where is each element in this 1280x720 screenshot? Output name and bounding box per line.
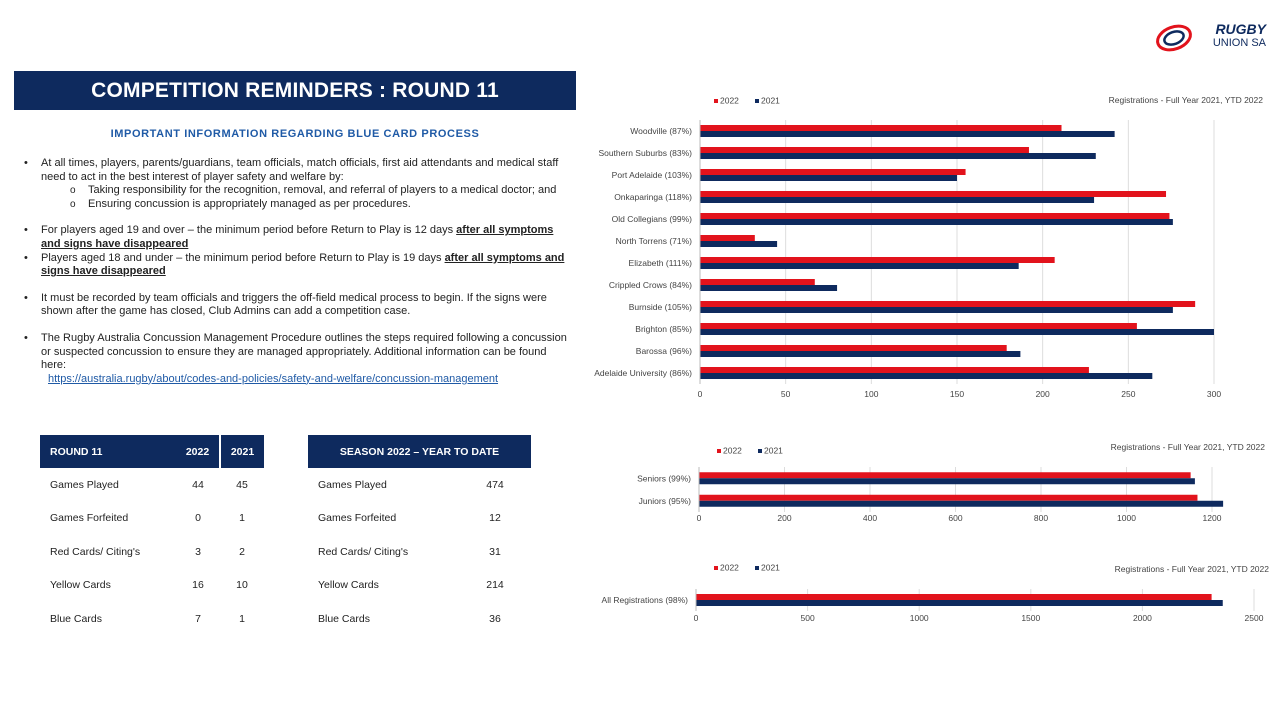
bar-2021	[700, 307, 1173, 313]
table-cell: Blue Cards	[50, 612, 102, 625]
x-tick-label: 2500	[1244, 613, 1264, 623]
info-bullet-3-bold: after all symptoms and signs have disappeared	[41, 251, 565, 278]
x-tick-label: 1200	[1202, 513, 1222, 523]
bar-2022	[700, 367, 1089, 373]
legend-swatch-2022	[717, 449, 721, 453]
table-cell: Games Played	[318, 478, 387, 491]
legend-swatch-2021	[755, 99, 759, 103]
bar-2021	[700, 153, 1096, 159]
legend-swatch-2021	[758, 449, 762, 453]
chart-title: Registrations - Full Year 2021, YTD 2022	[1110, 442, 1265, 452]
x-tick-label: 150	[949, 389, 965, 399]
info-bullet-5: • The Rugby Australia Concussion Management Procedure outlines the steps required following a concussion or suspected concussion to ensure they are managed appropriately. Additional information can be found here:	[24, 332, 569, 373]
chart-title: Registrations - Full Year 2021, YTD 2022	[1114, 564, 1269, 574]
table-cell: Blue Cards	[318, 612, 370, 625]
concussion-management-link[interactable]: https://australia.rugby/about/codes-and-policies/safety-and-welfare/concussion-management	[48, 372, 499, 385]
bar-2022	[700, 257, 1055, 263]
x-tick-label: 0	[696, 513, 702, 523]
bar-2021	[700, 373, 1152, 379]
bar-2022	[700, 213, 1169, 219]
info-bullet-2-bold: after all symptoms and signs have disappeared	[41, 224, 554, 250]
bar-2022	[699, 495, 1197, 501]
legend-swatch-2022	[714, 99, 718, 103]
table-cell: 1	[239, 512, 245, 525]
category-label: Woodville (87%)	[630, 126, 692, 136]
bar-2021	[699, 478, 1195, 484]
table-cell: Games Forfeited	[318, 512, 397, 525]
table-cell: 1	[239, 612, 245, 625]
legend-swatch-2022	[714, 566, 718, 570]
info-sub-1: o Taking responsibility for the recognition, removal, and referral of players to a medical doctor; and	[24, 184, 569, 198]
table-cell: 45	[236, 478, 248, 491]
legend-swatch-2021	[755, 566, 759, 570]
legend-label-2022: 2022	[720, 562, 739, 573]
table-cell: 2	[239, 545, 245, 558]
logo-line1: RUGBY	[1215, 21, 1266, 37]
category-label: Burnside (105%)	[628, 302, 692, 312]
bar-2021	[696, 600, 1223, 606]
bar-2022	[700, 125, 1062, 131]
category-label: Southern Suburbs (83%)	[598, 148, 692, 158]
category-label: Elizabeth (111%)	[628, 258, 692, 268]
bar-2021	[700, 131, 1115, 137]
x-tick-label: 50	[780, 389, 791, 399]
bar-2022	[700, 323, 1137, 329]
category-label: Port Adelaide (103%)	[611, 170, 692, 180]
info-bullet-3-text: Players aged 18 and under – the minimum period before Return to Play is 19 days	[41, 251, 445, 264]
legend-label-2021: 2021	[761, 95, 780, 106]
round-table-header-label: ROUND 11	[40, 435, 176, 468]
category-label: Brighton (85%)	[635, 324, 692, 334]
page-title: COMPETITION REMINDERS : ROUND 11	[14, 71, 576, 110]
legend-label-2022: 2022	[723, 445, 742, 456]
bar-2022	[700, 169, 966, 175]
table-cell: 31	[489, 545, 501, 558]
x-tick-label: 300	[1206, 389, 1222, 399]
bar-2022	[700, 279, 815, 285]
bar-2021	[699, 501, 1223, 507]
x-tick-label: 500	[800, 613, 815, 623]
bar-2022	[696, 594, 1212, 600]
bar-2022	[700, 147, 1029, 153]
legend-label-2021: 2021	[764, 445, 783, 456]
table-cell: 7	[195, 612, 201, 625]
category-label: Old Collegians (99%)	[611, 214, 692, 224]
x-tick-label: 200	[1035, 389, 1050, 399]
x-tick-label: 400	[862, 513, 878, 523]
info-bullet-1: • At all times, players, parents/guardians, team officials, match officials, first aid attendants and medical staff need to act in the best interest of player safety and welfare by:	[24, 157, 569, 184]
x-tick-label: 1500	[1021, 613, 1041, 623]
table-cell: 3	[195, 545, 201, 558]
x-tick-label: 100	[864, 389, 879, 399]
x-tick-label: 250	[1121, 389, 1136, 399]
category-label: North Torrens (71%)	[615, 236, 692, 246]
bar-2021	[700, 197, 1094, 203]
x-tick-label: 800	[1033, 513, 1049, 523]
round-table-header-2022: 2022	[176, 435, 220, 468]
category-label: All Registrations (98%)	[601, 595, 688, 605]
bar-2021	[700, 219, 1173, 225]
category-label: Seniors (99%)	[637, 473, 691, 484]
legend-label-2022: 2022	[720, 95, 739, 106]
table-cell: 10	[236, 579, 248, 592]
bar-2022	[699, 472, 1191, 478]
table-cell: 36	[489, 612, 501, 625]
table-cell: 214	[486, 579, 504, 592]
category-label: Crippled Crows (84%)	[608, 280, 692, 290]
x-tick-label: 1000	[1117, 513, 1136, 523]
x-tick-label: 200	[777, 513, 792, 523]
logo-line2: UNION SA	[1212, 37, 1266, 49]
category-label: Juniors (95%)	[638, 495, 691, 506]
table-cell: 16	[192, 579, 204, 592]
round-table-header-2021: 2021	[220, 435, 264, 468]
table-cell: Games Forfeited	[50, 512, 129, 525]
bar-2022	[700, 235, 755, 241]
season-table-header-label: SEASON 2022 – YEAR TO DATE	[308, 435, 531, 468]
bar-2021	[700, 285, 837, 291]
x-tick-label: 2000	[1132, 613, 1152, 623]
bar-2021	[700, 241, 777, 247]
category-label: Adelaide University (86%)	[594, 368, 692, 378]
table-cell: Yellow Cards	[50, 579, 111, 592]
table-cell: 12	[489, 512, 501, 525]
x-tick-label: 0	[697, 389, 703, 399]
table-cell: 0	[195, 512, 201, 525]
category-label: Onkaparinga (118%)	[614, 192, 692, 202]
info-bullet-2-text: For players aged 19 and over – the minimum period before Return to Play is 12 days	[41, 224, 457, 237]
bar-2022	[700, 301, 1195, 307]
category-label: Barossa (96%)	[635, 346, 692, 356]
bar-2022	[700, 191, 1166, 197]
chart-title: Registrations - Full Year 2021, YTD 2022	[1108, 95, 1263, 105]
bar-2021	[700, 175, 957, 181]
bar-2021	[700, 329, 1214, 335]
legend-label-2021: 2021	[761, 562, 780, 573]
table-cell: 44	[192, 478, 204, 491]
bar-2021	[700, 351, 1020, 357]
x-tick-label: 0	[693, 613, 699, 623]
x-tick-label: 600	[948, 513, 963, 523]
table-cell: Red Cards/ Citing's	[318, 545, 409, 558]
table-cell: Yellow Cards	[318, 579, 379, 592]
x-tick-label: 1000	[909, 613, 929, 623]
info-bullet-4: • It must be recorded by team officials and triggers the off-field medical process to begin. If the signs were shown after the game has closed, Club Admins can add a competition case.	[24, 292, 569, 319]
info-sub-2: o Ensuring concussion is appropriately managed as per procedures.	[24, 198, 569, 212]
table-cell: Red Cards/ Citing's	[50, 545, 141, 558]
table-cell: 474	[486, 478, 504, 491]
bar-2021	[700, 263, 1019, 269]
table-cell: Games Played	[50, 478, 119, 491]
bar-2022	[700, 345, 1007, 351]
info-heading: IMPORTANT INFORMATION REGARDING BLUE CARD PROCESS	[110, 128, 480, 140]
